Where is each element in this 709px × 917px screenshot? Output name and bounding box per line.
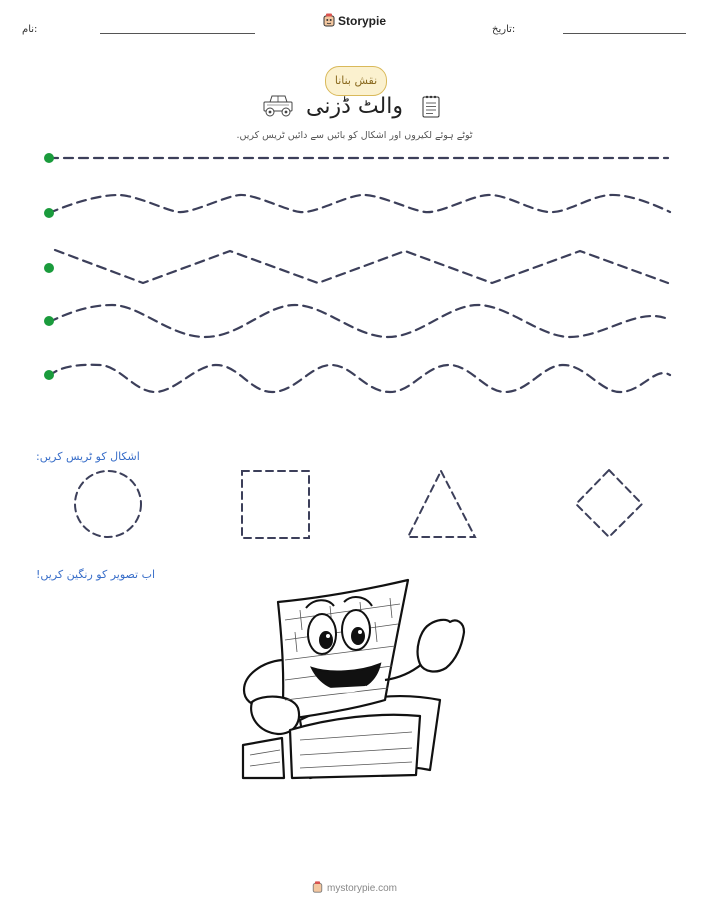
brand-name: Storypie (337, 14, 386, 28)
start-dot (44, 263, 54, 273)
date-label: تاریخ: (492, 24, 516, 35)
instructions: ٹوٹے ہوئے لکیروں اور اشکال کو بائیں سے دائیں ٹریس کریں. (236, 130, 473, 141)
category-badge: نقش بنانا (325, 66, 387, 96)
notepad-icon (421, 94, 441, 118)
page-title: والٹ ڈزنی (306, 94, 403, 119)
brand (0, 13, 709, 28)
trace-line-wave-3 (49, 365, 670, 392)
start-dot (44, 153, 54, 163)
storypie-logo-icon (312, 881, 323, 893)
shapes-heading: اشکال کو ٹریس کریں: (36, 450, 140, 463)
start-dot (44, 208, 54, 218)
trace-diamond (576, 470, 642, 537)
start-dot (44, 316, 54, 326)
start-dot (44, 370, 54, 380)
name-input-line[interactable] (100, 33, 255, 34)
trace-line-wave-1 (49, 195, 670, 213)
footer (0, 881, 709, 894)
name-label: نام: (22, 24, 38, 35)
trace-circle (75, 471, 141, 537)
storypie-logo-icon (323, 13, 335, 27)
tracing-shapes[interactable] (0, 465, 709, 545)
date-input-line[interactable] (563, 33, 686, 34)
coloring-heading: اب تصویر کو رنگین کریں! (36, 568, 156, 581)
tracing-lines[interactable] (0, 140, 709, 400)
footer-url[interactable]: mystorypie.com (326, 883, 397, 894)
trace-line-wave-2 (49, 305, 670, 337)
wall-character-illustration[interactable] (240, 580, 470, 780)
trace-square (242, 471, 309, 538)
trace-line-zigzag (55, 250, 668, 283)
trace-triangle (408, 471, 475, 537)
